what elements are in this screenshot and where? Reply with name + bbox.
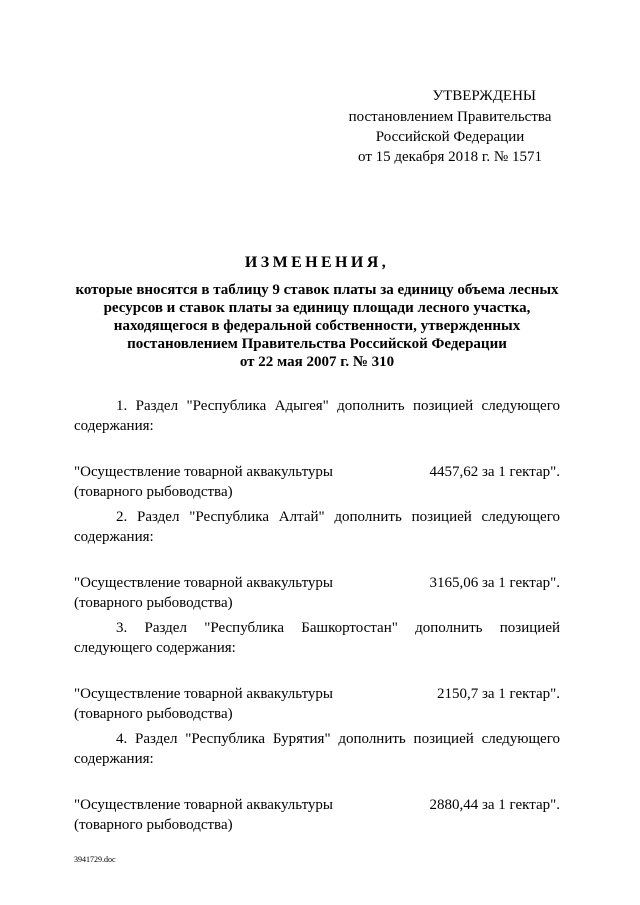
approval-line-2: Российской Федерации [375, 129, 525, 145]
amendment-paragraph: 3. Раздел "Республика Башкортостан" дополнить позицией следующего содержания: [74, 620, 560, 656]
amendment-item-3 [74, 618, 560, 724]
approval-heading: УТВЕРЖДЕНЫ [432, 88, 536, 104]
position-rate: 3165,06 за 1 гектар". [429, 575, 560, 591]
document-title-block [74, 254, 560, 371]
amendment-item-4 [74, 729, 560, 835]
position-name-line-1: "Осуществление товарной аквакультуры [74, 686, 333, 702]
amendment-paragraph: 4. Раздел "Республика Бурятия" дополнить позицией следующего содержания: [74, 731, 560, 767]
subtitle-line-3: находящегося в федеральной собственности, утвержденных [113, 318, 521, 334]
position-entry [74, 462, 560, 502]
amendment-item-1 [74, 396, 560, 502]
position-name-line-2: (товарного рыбоводства) [74, 595, 233, 611]
subtitle-line-4: постановлением Правительства Российской Федерации [127, 336, 507, 352]
position-entry [74, 795, 560, 835]
position-name-line-1: "Осуществление товарной аквакультуры [74, 464, 333, 480]
approval-line-3: от 15 декабря 2018 г. № 1571 [358, 149, 542, 165]
position-name-line-2: (товарного рыбоводства) [74, 817, 233, 833]
amendment-paragraph: 1. Раздел "Республика Адыгея" дополнить позицией следующего содержания: [74, 398, 560, 434]
position-rate: 4457,62 за 1 гектар". [429, 464, 560, 480]
subtitle-line-2: ресурсов и ставок платы за единицу площади лесного участка, [103, 300, 531, 316]
position-entry [74, 684, 560, 724]
position-rate: 2150,7 за 1 гектар". [436, 686, 560, 702]
approval-line-1: постановлением Правительства [348, 109, 552, 125]
position-entry [74, 573, 560, 613]
position-name-line-1: "Осуществление товарной аквакультуры [74, 797, 333, 813]
position-name-line-1: "Осуществление товарной аквакультуры [74, 575, 333, 591]
document-file-id: 3941729.doc [74, 855, 116, 864]
position-name-line-2: (товарного рыбоводства) [74, 706, 233, 722]
document-title: ИЗМЕНЕНИЯ, [244, 254, 390, 271]
position-name-line-2: (товарного рыбоводства) [74, 484, 233, 500]
approval-stamp [340, 86, 560, 167]
position-rate: 2880,44 за 1 гектар". [429, 797, 560, 813]
amendment-paragraph: 2. Раздел "Республика Алтай" дополнить позицией следующего содержания: [74, 509, 560, 545]
subtitle-line-1: которые вносятся в таблицу 9 ставок платы за единицу объема лесных [75, 282, 559, 298]
subtitle-line-5: от 22 мая 2007 г. № 310 [239, 354, 395, 370]
amendment-item-2 [74, 507, 560, 613]
